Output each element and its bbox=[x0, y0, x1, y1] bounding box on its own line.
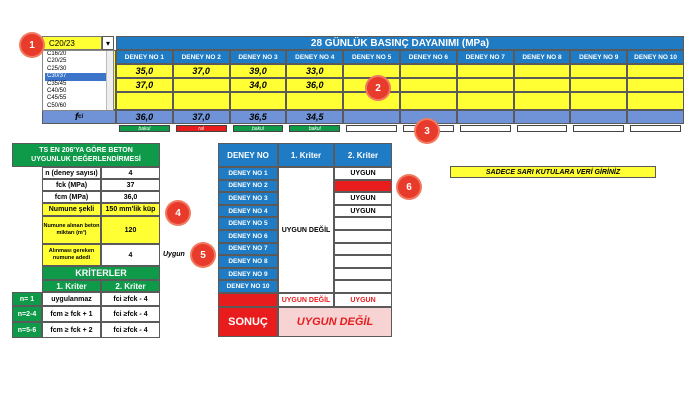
res-summary-blank bbox=[218, 293, 278, 307]
class-dropdown-list[interactable] bbox=[42, 50, 114, 111]
status-cell-9 bbox=[573, 125, 624, 132]
row3-cell-8[interactable] bbox=[514, 92, 571, 110]
krit-header-2: 2. Kriter bbox=[101, 280, 160, 292]
fci-cell-4: 34,5 bbox=[286, 110, 343, 124]
sonuc-value: UYGUN DEĞİL bbox=[278, 307, 392, 337]
res-row-label-6: DENEY NO 6 bbox=[218, 230, 278, 243]
param-value-5[interactable]: 120 bbox=[101, 216, 160, 244]
row1-cell-6[interactable] bbox=[400, 64, 457, 78]
marker-6: 6 bbox=[398, 176, 420, 198]
row1-cell-8[interactable] bbox=[514, 64, 571, 78]
res-k2-8 bbox=[334, 255, 392, 268]
fci-cell-2: 37,0 bbox=[173, 110, 230, 124]
res-row-label-3: DENEY NO 3 bbox=[218, 192, 278, 205]
dropdown-option[interactable]: C30/37 bbox=[45, 73, 109, 80]
status-cell-2: ral bbox=[176, 125, 227, 132]
deney-header-8: DENEY NO 8 bbox=[514, 50, 571, 64]
row3-cell-7[interactable] bbox=[457, 92, 514, 110]
deney-header-10: DENEY NO 10 bbox=[627, 50, 684, 64]
res-k2-4: UYGUN bbox=[334, 205, 392, 218]
res-k2-5 bbox=[334, 217, 392, 230]
deney-header-3: DENEY NO 3 bbox=[230, 50, 287, 64]
row2-cell-3[interactable]: 34,0 bbox=[230, 78, 287, 92]
res-row-label-1: DENEY NO 1 bbox=[218, 167, 278, 180]
res-row-label-5: DENEY NO 5 bbox=[218, 217, 278, 230]
ts-title: TS EN 206'YA GÖRE BETON UYGUNLUK DEĞERLENDİRMESİ bbox=[12, 143, 160, 167]
row3-cell-1[interactable] bbox=[116, 92, 173, 110]
param-label-6: Alınması gereken numune adedi bbox=[42, 244, 101, 266]
krit-k2-1: fci ≥fck - 4 bbox=[101, 292, 160, 306]
fci-cell-5 bbox=[343, 110, 400, 124]
kriterler-title: KRİTERLER bbox=[42, 266, 160, 280]
res-k1-merged: UYGUN DEĞİL bbox=[278, 167, 334, 293]
fci-cell-9 bbox=[570, 110, 627, 124]
row1-cell-9[interactable] bbox=[570, 64, 627, 78]
class-select-value: C20/23 bbox=[49, 38, 75, 48]
row1-cell-2[interactable]: 37,0 bbox=[173, 64, 230, 78]
fci-cell-10 bbox=[627, 110, 684, 124]
res-row-label-2: DENEY NO 2 bbox=[218, 180, 278, 193]
param-value-6: 4 bbox=[101, 244, 160, 266]
krit-k1-1: uygulanmaz bbox=[42, 292, 101, 306]
deney-header-5: DENEY NO 5 bbox=[343, 50, 400, 64]
status-cell-1: bakul bbox=[119, 125, 170, 132]
notice-box: SADECE SARI KUTULARA VERİ GİRİNİZ bbox=[450, 166, 656, 178]
res-k2-3: UYGUN bbox=[334, 192, 392, 205]
param-value-3: 36,0 bbox=[101, 191, 160, 203]
deney-header-9: DENEY NO 9 bbox=[570, 50, 627, 64]
class-select[interactable] bbox=[42, 36, 102, 50]
status-cell-10 bbox=[630, 125, 681, 132]
marker-3: 3 bbox=[416, 120, 438, 142]
dropdown-option[interactable]: C16/20 bbox=[47, 51, 67, 57]
dropdown-option[interactable]: C25/30 bbox=[47, 65, 67, 72]
dropdown-option[interactable]: C50/60 bbox=[47, 102, 67, 109]
sonuc-label: SONUÇ bbox=[218, 307, 278, 337]
res-row-label-10: DENEY NO 10 bbox=[218, 280, 278, 293]
param-value-2: 37 bbox=[101, 179, 160, 191]
row1-cell-3[interactable]: 39,0 bbox=[230, 64, 287, 78]
row2-cell-7[interactable] bbox=[457, 78, 514, 92]
fci-cell-7 bbox=[457, 110, 514, 124]
dropdown-option[interactable]: C40/50 bbox=[47, 87, 67, 94]
fci-cell-8 bbox=[514, 110, 571, 124]
deney-header-6: DENEY NO 6 bbox=[400, 50, 457, 64]
param-value-1: 4 bbox=[101, 167, 160, 179]
row1-cell-5[interactable] bbox=[343, 64, 400, 78]
status-cell-4: bakul bbox=[289, 125, 340, 132]
fci-sub: ci bbox=[78, 114, 84, 120]
krit-n-3: n=5-6 bbox=[12, 322, 42, 338]
marker-5: 5 bbox=[192, 244, 214, 266]
res-k2-10 bbox=[334, 280, 392, 293]
param-label-3: fcm (MPa) bbox=[42, 191, 101, 203]
param-label-5: Numune alınan beton miktarı (m³) bbox=[42, 216, 101, 244]
row3-cell-2[interactable] bbox=[173, 92, 230, 110]
row3-cell-10[interactable] bbox=[627, 92, 684, 110]
res-k2-1: UYGUN bbox=[334, 167, 392, 180]
marker-4: 4 bbox=[167, 202, 189, 224]
res-summary-k1: UYGUN DEĞİL bbox=[278, 293, 334, 307]
fci-label-cell bbox=[42, 110, 116, 124]
krit-n-2: n=2-4 bbox=[12, 306, 42, 322]
dropdown-button[interactable] bbox=[102, 36, 114, 50]
row1-cell-7[interactable] bbox=[457, 64, 514, 78]
res-k2-7 bbox=[334, 243, 392, 256]
res-header-deney: DENEY NO bbox=[218, 143, 278, 167]
param-label-2: fck (MPa) bbox=[42, 179, 101, 191]
row2-cell-1[interactable]: 37,0 bbox=[116, 78, 173, 92]
krit-k2-2: fci ≥fck - 4 bbox=[101, 306, 160, 322]
deney-header-2: DENEY NO 2 bbox=[173, 50, 230, 64]
dropdown-option[interactable]: C45/55 bbox=[47, 95, 67, 102]
res-summary-k2: UYGUN bbox=[334, 293, 392, 307]
status-cell-5 bbox=[346, 125, 397, 132]
marker-1: 1 bbox=[21, 34, 43, 56]
uygun-side-label: Uygun bbox=[163, 251, 185, 258]
param-label-4: Numune şekli bbox=[42, 203, 101, 216]
status-cell-8 bbox=[517, 125, 568, 132]
res-k2-2 bbox=[334, 180, 392, 193]
row3-cell-4[interactable] bbox=[286, 92, 343, 110]
row1-cell-10[interactable] bbox=[627, 64, 684, 78]
deney-header-1: DENEY NO 1 bbox=[116, 50, 173, 64]
fci-cell-1: 36,0 bbox=[116, 110, 173, 124]
row3-cell-6[interactable] bbox=[400, 92, 457, 110]
main-title: 28 GÜNLÜK BASINÇ DAYANIMI (MPa) bbox=[116, 36, 684, 50]
dropdown-option[interactable]: C35/45 bbox=[47, 80, 67, 87]
row2-cell-10[interactable] bbox=[627, 78, 684, 92]
krit-k1-3: fcm ≥ fck + 2 bbox=[42, 322, 101, 338]
res-header-k1: 1. Kriter bbox=[278, 143, 334, 167]
res-k2-9 bbox=[334, 268, 392, 281]
row1-cell-4[interactable]: 33,0 bbox=[286, 64, 343, 78]
res-k2-6 bbox=[334, 230, 392, 243]
res-header-k2: 2. Kriter bbox=[334, 143, 392, 167]
row3-cell-9[interactable] bbox=[570, 92, 627, 110]
deney-header-4: DENEY NO 4 bbox=[286, 50, 343, 64]
fci-cell-3: 36,5 bbox=[230, 110, 287, 124]
dropdown-scrollbar[interactable] bbox=[106, 51, 113, 111]
res-row-label-9: DENEY NO 9 bbox=[218, 268, 278, 281]
row2-cell-2[interactable] bbox=[173, 78, 230, 92]
dropdown-options bbox=[43, 51, 113, 109]
row3-cell-3[interactable] bbox=[230, 92, 287, 110]
row1-cell-1[interactable]: 35,0 bbox=[116, 64, 173, 78]
krit-header-1: 1. Kriter bbox=[42, 280, 101, 292]
status-cell-7 bbox=[460, 125, 511, 132]
res-row-label-8: DENEY NO 8 bbox=[218, 255, 278, 268]
row2-cell-6[interactable] bbox=[400, 78, 457, 92]
krit-k2-3: fci ≥fck - 4 bbox=[101, 322, 160, 338]
krit-k1-2: fcm ≥ fck + 1 bbox=[42, 306, 101, 322]
krit-n-1: n= 1 bbox=[12, 292, 42, 306]
res-row-label-4: DENEY NO 4 bbox=[218, 205, 278, 218]
marker-2: 2 bbox=[367, 77, 389, 99]
row2-cell-9[interactable] bbox=[570, 78, 627, 92]
deney-header-7: DENEY NO 7 bbox=[457, 50, 514, 64]
row2-cell-8[interactable] bbox=[514, 78, 571, 92]
param-label-1: n (deney sayısı) bbox=[42, 167, 101, 179]
dropdown-option[interactable]: C20/25 bbox=[47, 58, 67, 65]
row2-cell-4[interactable]: 36,0 bbox=[286, 78, 343, 92]
chevron-down-icon: ▾ bbox=[105, 38, 110, 48]
res-row-label-7: DENEY NO 7 bbox=[218, 243, 278, 256]
fci-label: f bbox=[74, 111, 79, 123]
status-cell-3: bakul bbox=[233, 125, 284, 132]
param-value-4[interactable]: 150 mm'lik küp bbox=[101, 203, 160, 216]
